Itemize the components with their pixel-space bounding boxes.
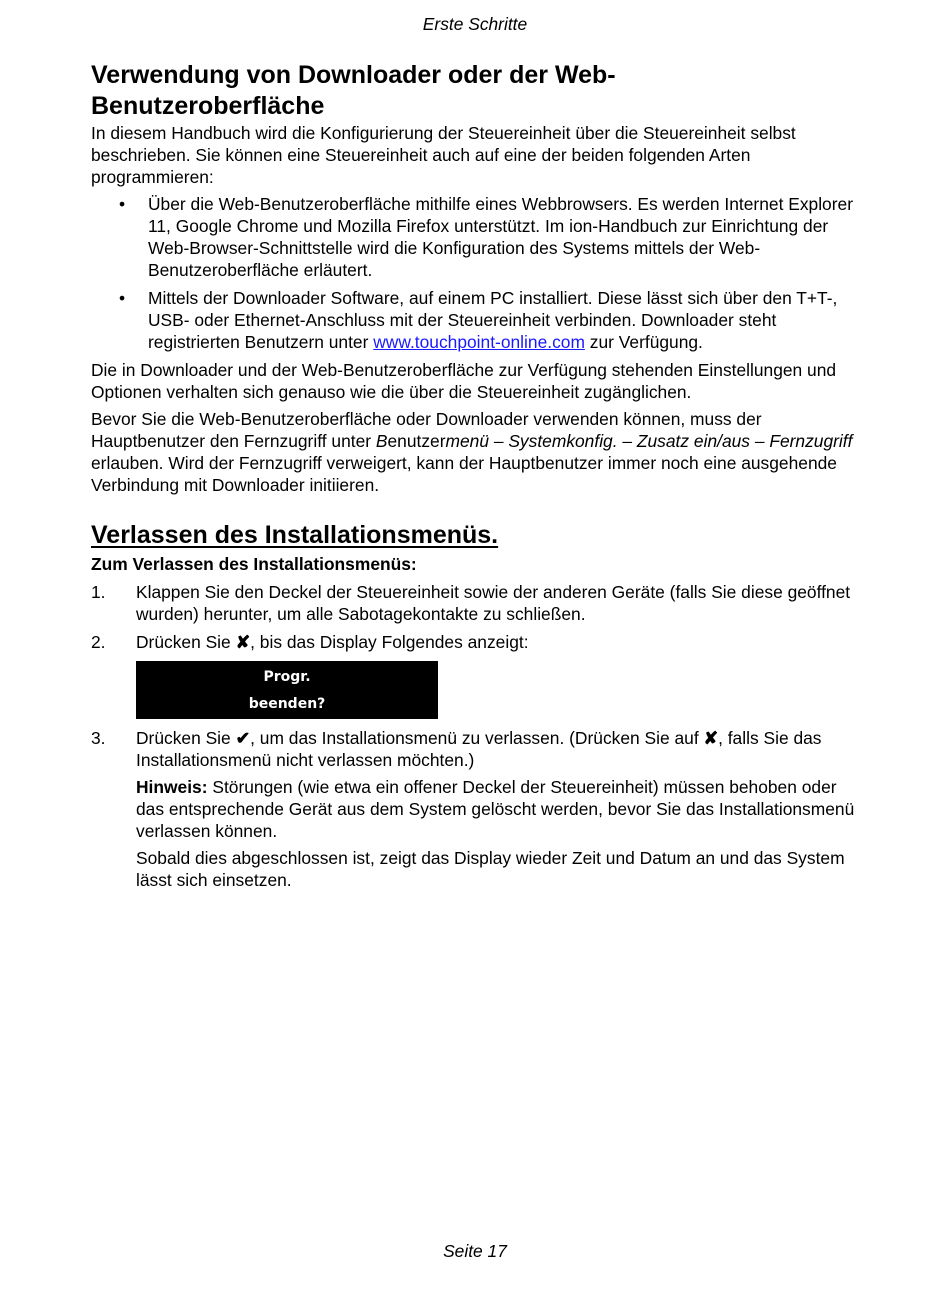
note-text: Störungen (wie etwa ein offener Deckel der Steuereinheit) müssen behoben oder das entsprechende Gerät aus dem System gelöscht werden, bevor Sie das Installationsmenü verlassen können. [136, 777, 855, 841]
check-icon: ✔ [235, 728, 251, 748]
step-text-end: , falls Sie das Installationsmenü nicht verlassen möchten.) [136, 728, 822, 770]
list-item [91, 727, 866, 891]
remote-access-paragraph [91, 408, 866, 496]
step-text-end: , bis das Display Folgendes anzeigt: [250, 632, 529, 652]
bullet-text-web: Über die Web-Benutzeroberfläche mithilfe eines Webbrowsers. Es werden Internet Explorer 11, Google Chrome und Mozilla Firefox unterstützt. Im ion-Handbuch zur Einrichtung der Web-Browser-Schnittstelle wird die Konfiguration des Systems mittels der Web-Benutzeroberfläche erläutert. [148, 194, 853, 280]
keypad-display [136, 661, 438, 719]
display-line-2: beenden? [248, 696, 326, 712]
subheading-exit: Zum Verlassen des Installationsmenüs: [91, 554, 417, 574]
settings-paragraph: Die in Downloader und der Web-Benutzeroberfläche zur Verfügung stehenden Einstellungen und Optionen verhalten sich genauso wie die über die Steuereinheit zugänglichen. [91, 360, 837, 402]
final-paragraph: Sobald dies abgeschlossen ist, zeigt das Display wieder Zeit und Datum an und das System lässt sich einsetzen. [136, 848, 845, 890]
step-text: Drücken Sie [136, 632, 236, 652]
bullet-icon: • [119, 288, 126, 308]
step-number: 2. [91, 632, 106, 652]
exit-steps-list [91, 581, 866, 891]
heading-line-2: Benutzeroberfläche [91, 92, 325, 120]
page-content [91, 60, 866, 897]
touchpoint-link[interactable]: www.touchpoint-online.com [373, 332, 585, 352]
note-paragraph [136, 776, 866, 842]
step-number: 3. [91, 728, 106, 748]
section-heading-downloader [91, 60, 866, 122]
remote-access-text-end: erlauben. Wird der Fernzugriff verweigert, kann der Hauptbenutzer immer noch eine ausgehende Verbindung mit Downloader initiieren. [91, 453, 837, 495]
cross-icon: ✘ [703, 728, 719, 748]
list-item [91, 193, 866, 281]
remote-access-user: enutzer [387, 431, 446, 451]
step-text-mid: , um das Installationsmenü zu verlassen. (Drücken Sie auf [250, 728, 704, 748]
list-item [91, 581, 866, 625]
list-item [91, 631, 866, 719]
intro-paragraph: In diesem Handbuch wird die Konfigurierung der Steuereinheit über die Steuereinheit selbst beschrieben. Sie können eine Steuereinheit auch auf eine der beiden folgenden Arten programmieren: [91, 123, 796, 187]
step-text: Klappen Sie den Deckel der Steuereinheit sowie der anderen Geräte (falls Sie diese geöffnet wurden) herunter, um alle Sabotagekontakte zu schließen. [136, 582, 851, 624]
page-footer: Seite 17 [443, 1241, 507, 1261]
step-number: 1. [91, 582, 106, 602]
bullet-icon: • [119, 194, 126, 214]
page-header: Erste Schritte [422, 14, 528, 34]
section-heading-exit: Verlassen des Installationsmenüs. [91, 521, 499, 549]
remote-access-b: B [375, 431, 388, 451]
step-text: Drücken Sie [136, 728, 236, 748]
bullet-text-downloader-end: zur Verfügung. [584, 332, 703, 352]
list-item [91, 287, 866, 353]
display-line-1: Progr. [263, 669, 311, 685]
cross-icon: ✘ [235, 632, 251, 652]
bullet-text-downloader: Mittels der Downloader Software, auf einem PC installiert. Diese lässt sich über den T+T-, USB- oder Ethernet-Anschluss mit der Steuereinheit verbinden. Downloader steht registrierten Benutzern unter [148, 288, 838, 352]
remote-access-menu-path: menü – Systemkonfig. – Zusatz ein/aus – Fernzugriff [445, 431, 853, 451]
programming-options-list [91, 193, 866, 353]
remote-access-text: Bevor Sie die Web-Benutzeroberfläche oder Downloader verwenden können, muss der Hauptbenutzer den Fernzugriff unter [91, 409, 762, 451]
note-label: Hinweis: [136, 777, 208, 797]
heading-line-1: Verwendung von Downloader oder der Web- [91, 61, 616, 89]
